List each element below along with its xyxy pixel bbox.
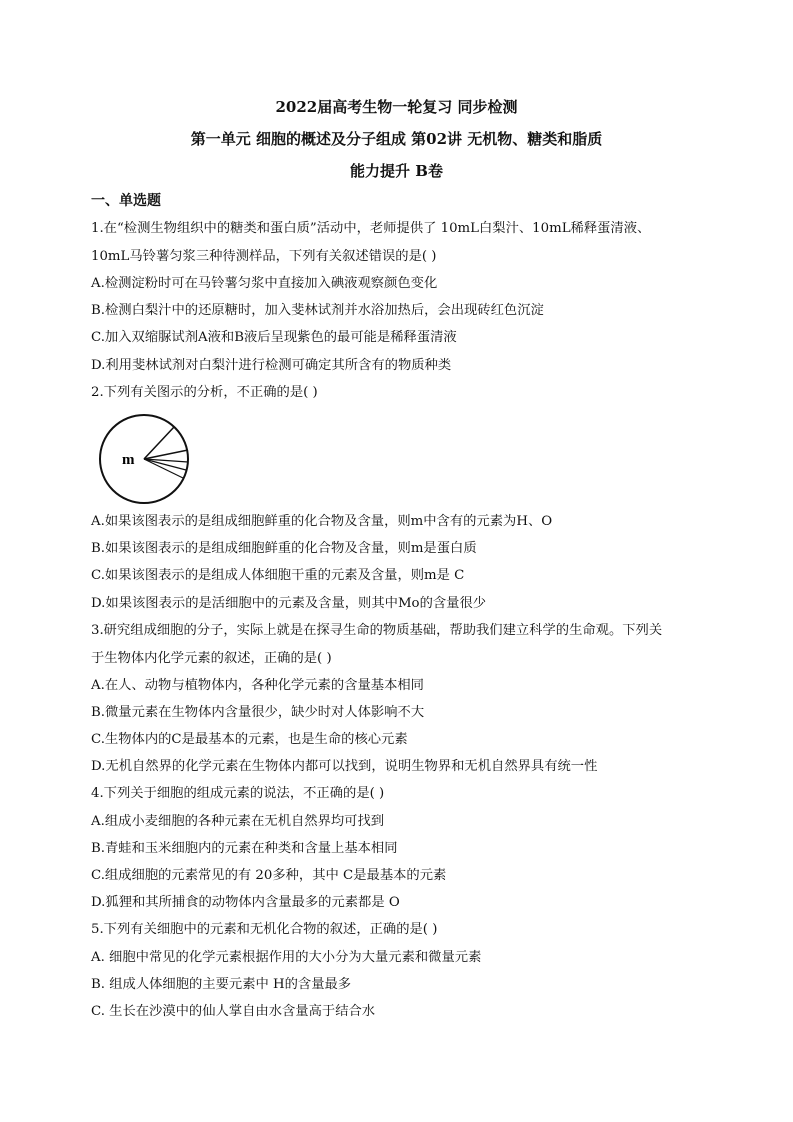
q3-option-d: D.无机自然界的化学元素在生物体内都可以找到，说明生物界和无机自然界具有统一性 [91,759,598,774]
q4-option-c: C.组成细胞的元素常见的有 20多种，其中 C是最基本的元素 [91,868,447,883]
q2-option-d: D.如果该图表示的是活细胞中的元素及含量，则其中Mo的含量很少 [91,596,487,611]
q1-option-c: C.加入双缩脲试剂A液和B液后呈现紫色的最可能是稀释蛋清液 [91,330,457,345]
q4-option-b: B.青蛙和玉米细胞内的元素在种类和含量上基本相同 [91,841,398,856]
q3-stem-line-2: 于生物体内化学元素的叙述，正确的是( ) [91,651,332,666]
title-line-3: 能力提升 B卷 [350,162,443,180]
q2-option-b: B.如果该图表示的是组成细胞鲜重的化合物及含量，则m是蛋白质 [91,541,477,556]
q2-option-c: C.如果该图表示的是组成人体细胞干重的元素及含量，则m是 C [91,568,465,583]
q5-option-c: C. 生长在沙漠中的仙人掌自由水含量高于结合水 [91,1004,376,1019]
q1-stem-line-2: 10mL马铃薯匀浆三种待测样品，下列有关叙述错误的是( ) [91,249,437,264]
q2-option-a: A.如果该图表示的是组成细胞鲜重的化合物及含量，则m中含有的元素为H、O [91,514,553,529]
title-line-2: 第一单元 细胞的概述及分子组成 第02讲 无机物、糖类和脂质 [190,130,603,148]
pie-diagram [97,412,193,508]
q1-option-d: D.利用斐林试剂对白梨汁进行检测可确定其所含有的物质种类 [91,358,452,373]
q4-option-a: A.组成小麦细胞的各种元素在无机自然界均可找到 [91,814,385,829]
q3-option-b: B.微量元素在生物体内含量很少，缺少时对人体影响不大 [91,705,425,720]
q2-stem: 2.下列有关图示的分析，不正确的是( ) [91,385,318,400]
q1-stem-line-1: 1.在“检测生物组织中的糖类和蛋白质”活动中，老师提供了 10mL白梨汁、10mL稀释蛋清液、 [91,221,651,236]
title-line-1: 2022届高考生物一轮复习 同步检测 [275,98,518,116]
q1-option-b: B.检测白梨汁中的还原糖时，加入斐林试剂并水浴加热后，会出现砖红色沉淀 [91,303,544,318]
q5-stem: 5.下列有关细胞中的元素和无机化合物的叙述，正确的是( ) [91,922,438,937]
section-heading: 一、单选题 [91,193,161,209]
q4-stem: 4.下列关于细胞的组成元素的说法，不正确的是( ) [91,786,385,801]
pie-label-m: m [122,452,135,468]
q5-option-a: A. 细胞中常见的化学元素根据作用的大小分为大量元素和微量元素 [91,950,482,965]
q1-option-a: A.检测淀粉时可在马铃薯匀浆中直接加入碘液观察颜色变化 [91,276,438,291]
q3-option-c: C.生物体内的C是最基本的元素，也是生命的核心元素 [91,732,408,747]
q3-option-a: A.在人、动物与植物体内，各种化学元素的含量基本相同 [91,678,424,693]
q5-option-b: B. 组成人体细胞的主要元素中 H的含量最多 [91,977,352,992]
q3-stem-line-1: 3.研究组成细胞的分子，实际上就是在探寻生命的物质基础，帮助我们建立科学的生命观。下列关 [91,623,663,638]
pie-figure [97,412,193,508]
q4-option-d: D.狐狸和其所捕食的动物体内含量最多的元素都是 O [91,895,400,910]
